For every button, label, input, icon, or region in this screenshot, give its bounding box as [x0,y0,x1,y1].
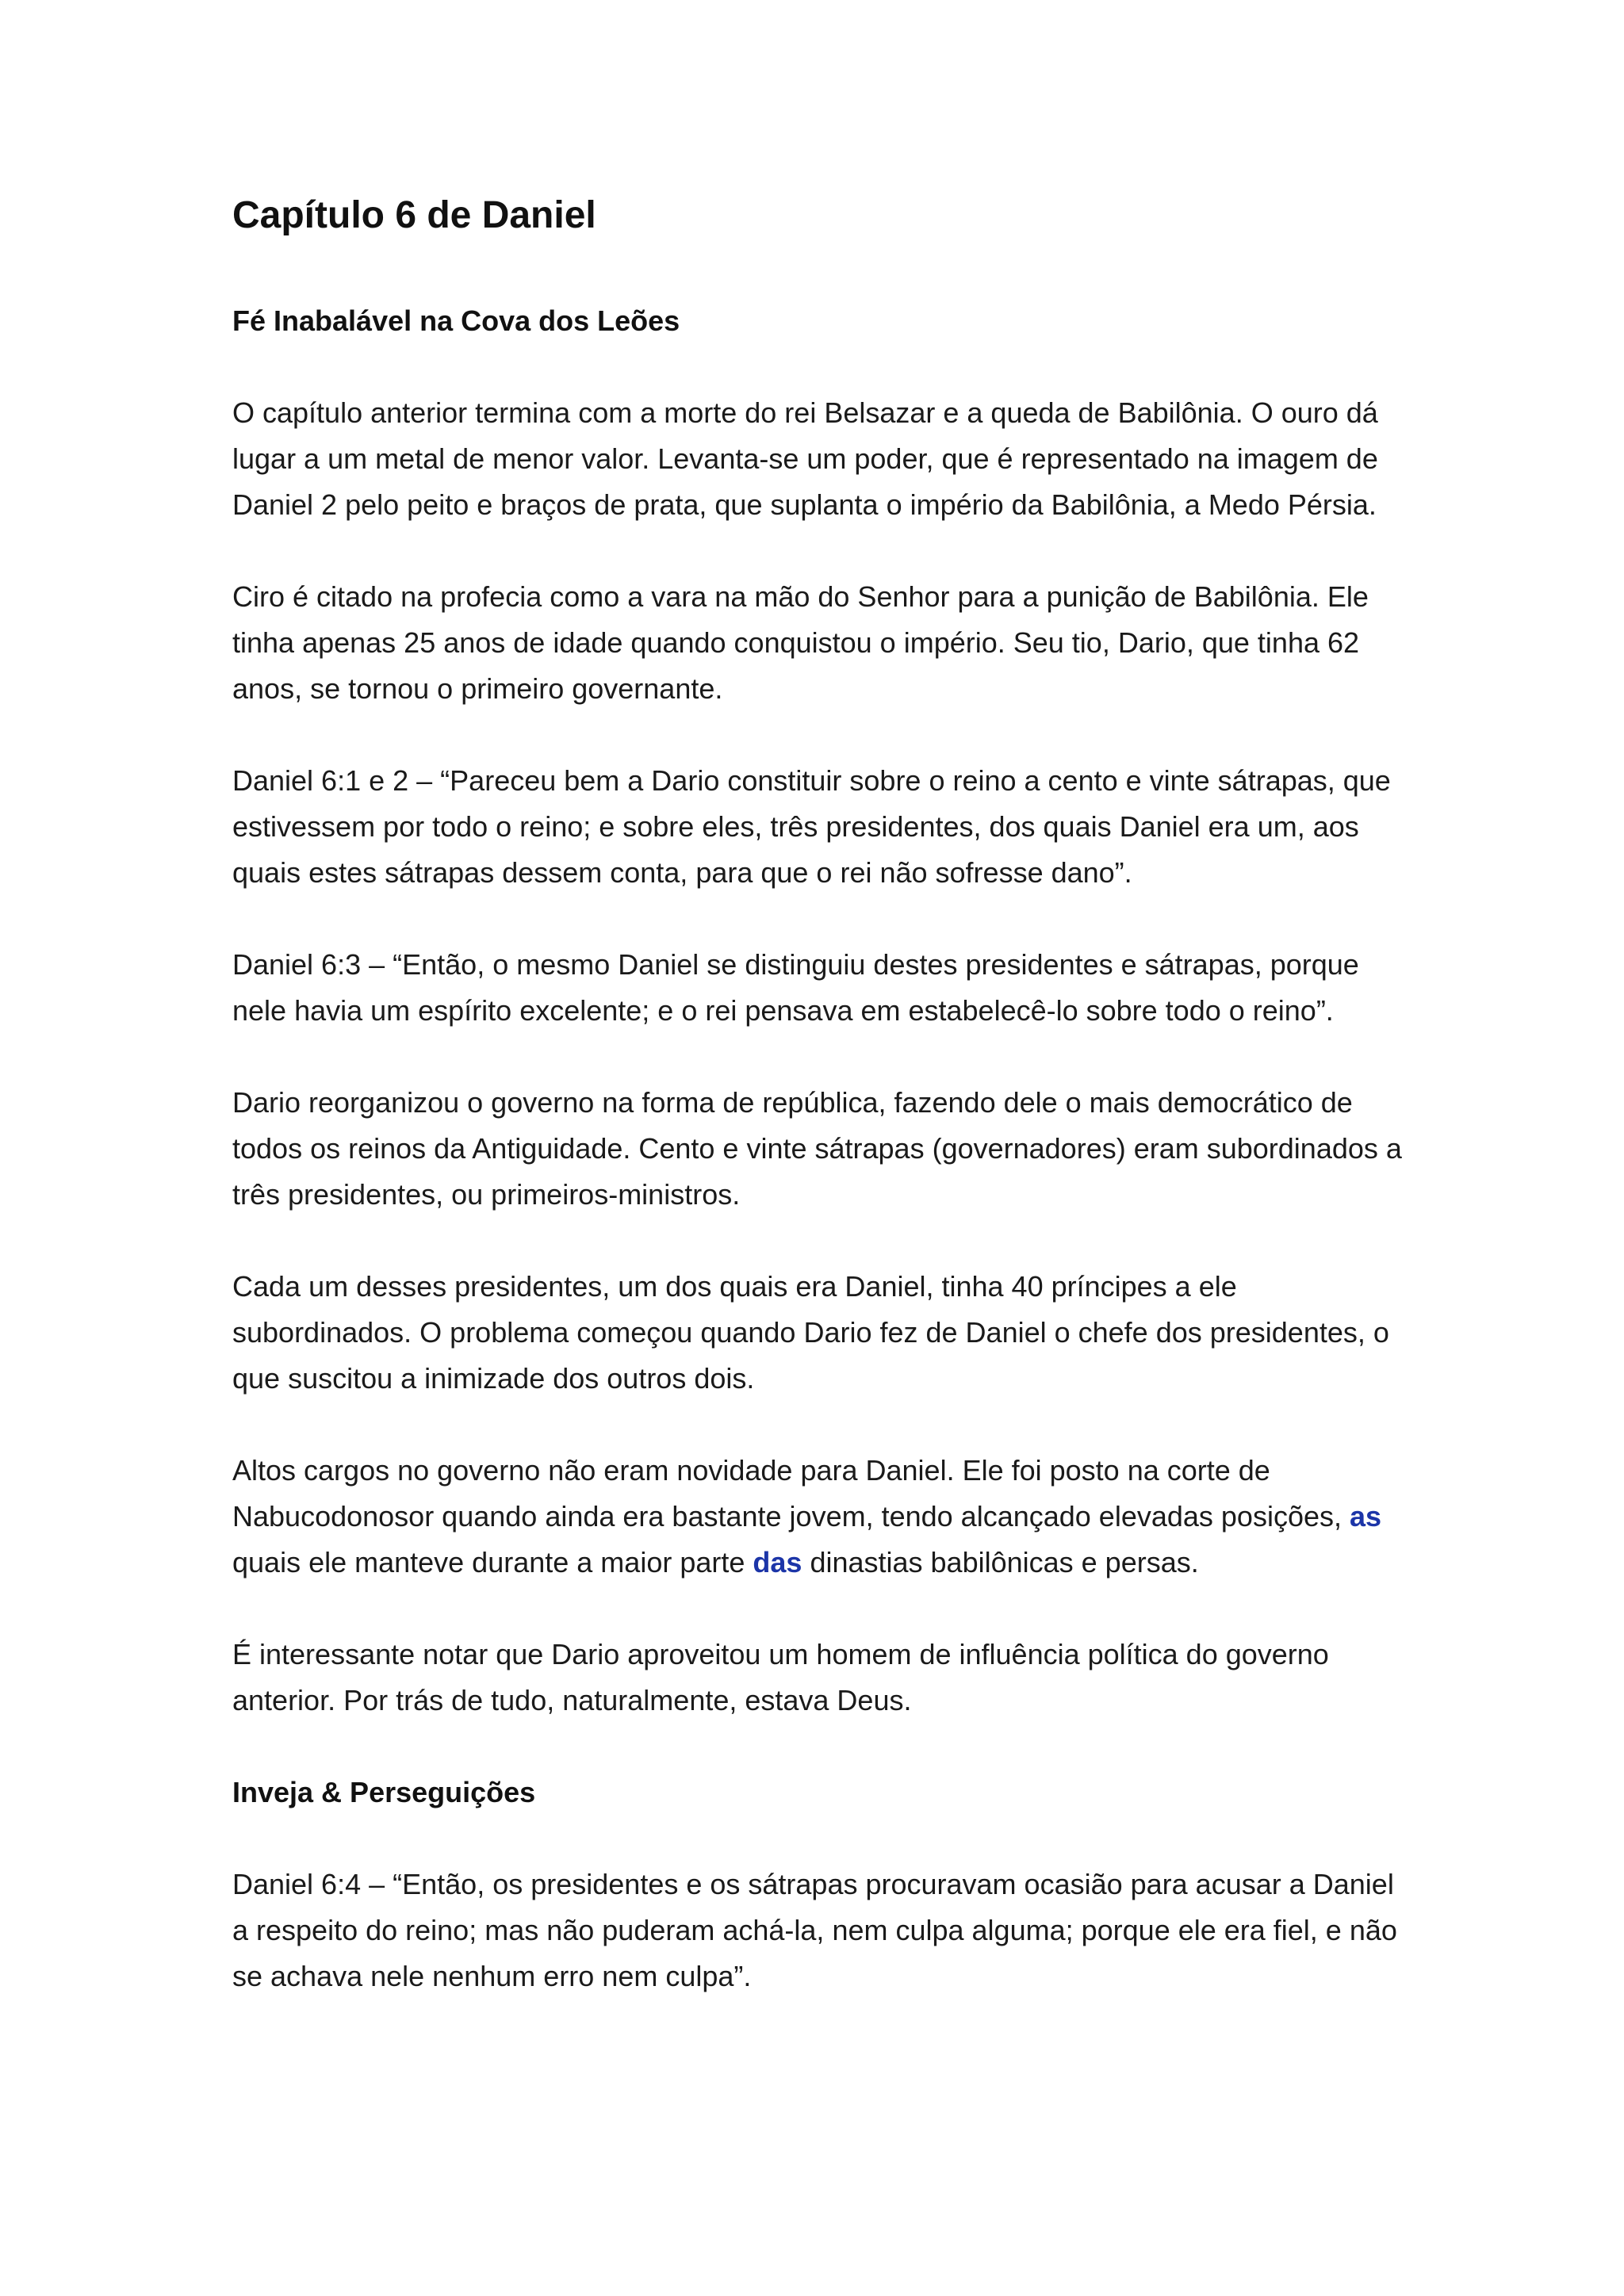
section-heading-envy: Inveja & Perseguições [232,1776,536,1808]
document-content [232,190,1406,1999]
paragraph: Daniel 6:1 e 2 – “Pareceu bem a Dario constituir sobre o reino a cento e vinte sátrapas, que estivessem por todo o reino; e sobre eles, três presidentes, dos quais Daniel era um, aos quais estes sátrapas dessem conta, para que o rei não sofresse dano”. [232,764,1391,889]
paragraph-text: quais ele manteve durante a maior parte [232,1546,753,1578]
paragraph-with-highlights [232,1448,1406,1586]
paragraph: Daniel 6:3 – “Então, o mesmo Daniel se distinguiu destes presidentes e sátrapas, porque nele havia um espírito excelente; e o rei pensava em estabelecê-lo sobre todo o reino”. [232,948,1359,1027]
page-title: Capítulo 6 de Daniel [232,194,596,236]
paragraph: O capítulo anterior termina com a morte do rei Belsazar e a queda de Babilônia. O ouro dá lugar a um metal de menor valor. Levanta-se um poder, que é representado na imagem de Daniel 2 pelo peito e braços de prata, que suplanta o império da Babilônia, a Medo Pérsia. [232,396,1378,521]
paragraph-text: Altos cargos no governo não eram novidade para Daniel. Ele foi posto na corte de Nabucodonosor quando ainda era bastante jovem, tendo alcançado elevadas posições, [232,1454,1350,1533]
paragraph: Daniel 6:4 – “Então, os presidentes e os sátrapas procuravam ocasião para acusar a Daniel a respeito do reino; mas não puderam achá-la, nem culpa alguma; porque ele era fiel, e não se achava nele nenhum erro nem culpa”. [232,1868,1397,1992]
highlighted-word: das [753,1546,802,1578]
section-heading-faith: Fé Inabalável na Cova dos Leões [232,304,680,337]
paragraph: Dario reorganizou o governo na forma de república, fazendo dele o mais democrático de todos os reinos da Antiguidade. Cento e vinte sátrapas (governadores) eram subordinados a três presidentes, ou primeiros-ministros. [232,1086,1402,1211]
paragraph-text: dinastias babilônicas e persas. [802,1546,1199,1578]
paragraph: Ciro é citado na profecia como a vara na mão do Senhor para a punição de Babilônia. Ele tinha apenas 25 anos de idade quando conquistou o império. Seu tio, Dario, que tinha 62 anos, se tornou o primeiro governante. [232,580,1369,705]
paragraph: Cada um desses presidentes, um dos quais era Daniel, tinha 40 príncipes a ele subordinados. O problema começou quando Dario fez de Daniel o chefe dos presidentes, o que suscitou a inimizade dos outros dois. [232,1270,1389,1395]
paragraph: É interessante notar que Dario aproveitou um homem de influência política do governo anterior. Por trás de tudo, naturalmente, estava Deus. [232,1638,1329,1716]
highlighted-word: as [1350,1500,1382,1533]
